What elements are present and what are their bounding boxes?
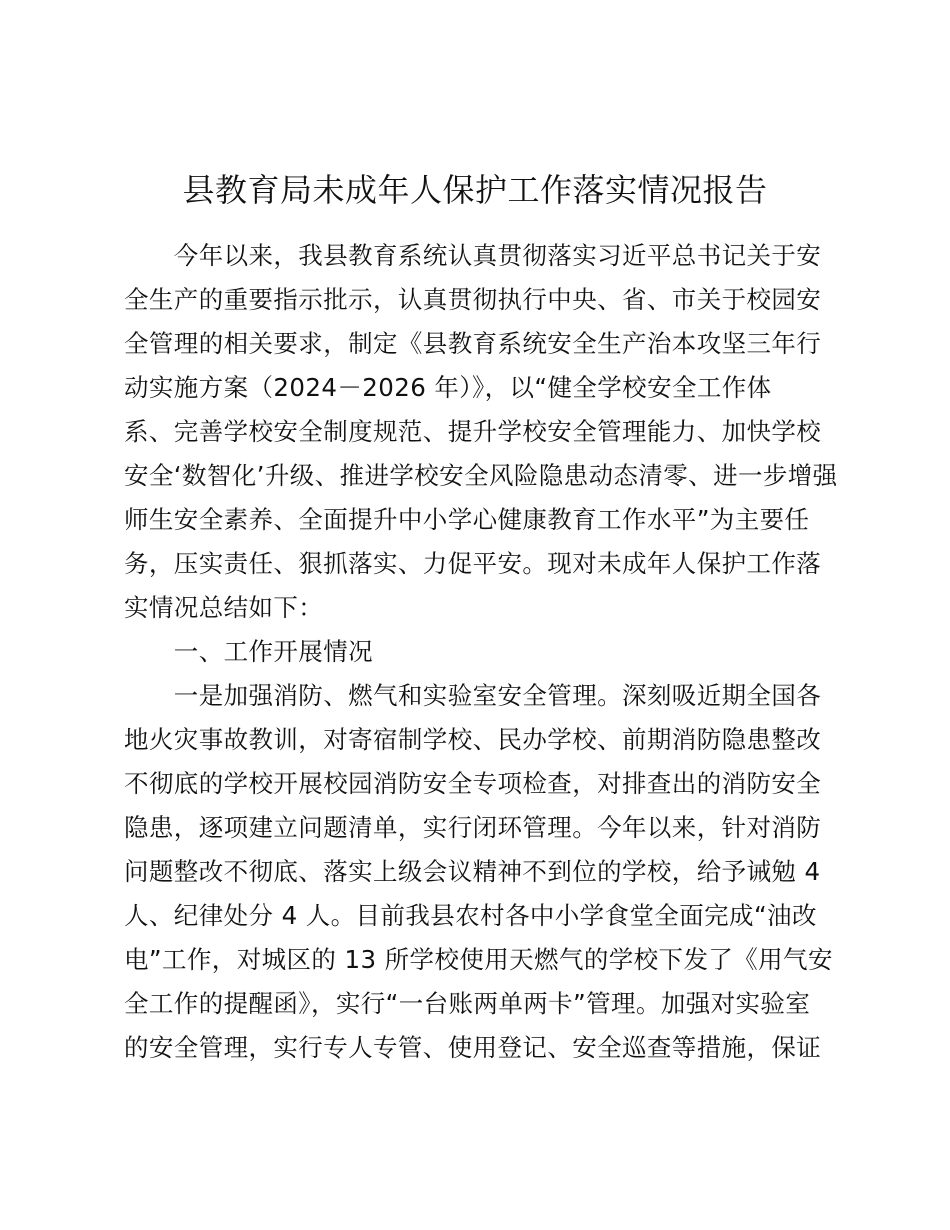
body-line: 的安全管理，实行专人专管、使用登记、安全巡查等措施，保证 — [124, 1033, 822, 1062]
body-line: 动实施方案（2024－2026 年）》，以“健全学校安全工作体 — [124, 373, 772, 402]
body-line: 问题整改不彻底、落实上级会议精神不到位的学校，给予诫勉 4 — [124, 857, 821, 886]
body-line: 人、纪律处分 4 人。目前我县农村各中小学食堂全面完成“油改 — [124, 901, 817, 930]
body-line: 全管理的相关要求，制定《县教育系统安全生产治本攻坚三年行 — [124, 329, 822, 358]
body-line: 全工作的提醒函》，实行“一台账两单两卡”管理。加强对实验室 — [124, 989, 811, 1018]
section-heading: 一、工作开展情况 — [124, 637, 373, 666]
body-line: 师生安全素养、全面提升中小学心健康教育工作水平”为主要任 — [124, 505, 810, 534]
body-line: 一是加强消防、燃气和实验室安全管理。深刻吸近期全国各 — [124, 681, 822, 710]
body-line: 务，压实责任、狠抓落实、力促平安。现对未成年人保护工作落 — [124, 549, 822, 578]
body-line: 全生产的重要指示批示，认真贯彻执行中央、省、市关于校园安 — [124, 285, 822, 314]
body-line: 不彻底的学校开展校园消防安全专项检查，对排查出的消防安全 — [124, 769, 822, 798]
body-line: 实情况总结如下： — [124, 593, 324, 622]
body-line: 系、完善学校安全制度规范、提升学校安全管理能力、加快学校 — [124, 417, 822, 446]
body-line: 电”工作，对城区的 13 所学校使用天燃气的学校下发了《用气安 — [124, 945, 833, 974]
body-line: 安全‘数智化’升级、推进学校安全风险隐患动态清零、进一步增强 — [124, 461, 838, 490]
document-title: 县教育局未成年人保护工作落实情况报告 — [182, 171, 768, 209]
body-line: 今年以来，我县教育系统认真贯彻落实习近平总书记关于安 — [124, 241, 822, 270]
body-line: 隐患，逐项建立问题清单，实行闭环管理。今年以来，针对消防 — [124, 813, 822, 842]
body-line: 地火灾事故教训，对寄宿制学校、民办学校、前期消防隐患整改 — [124, 725, 822, 754]
